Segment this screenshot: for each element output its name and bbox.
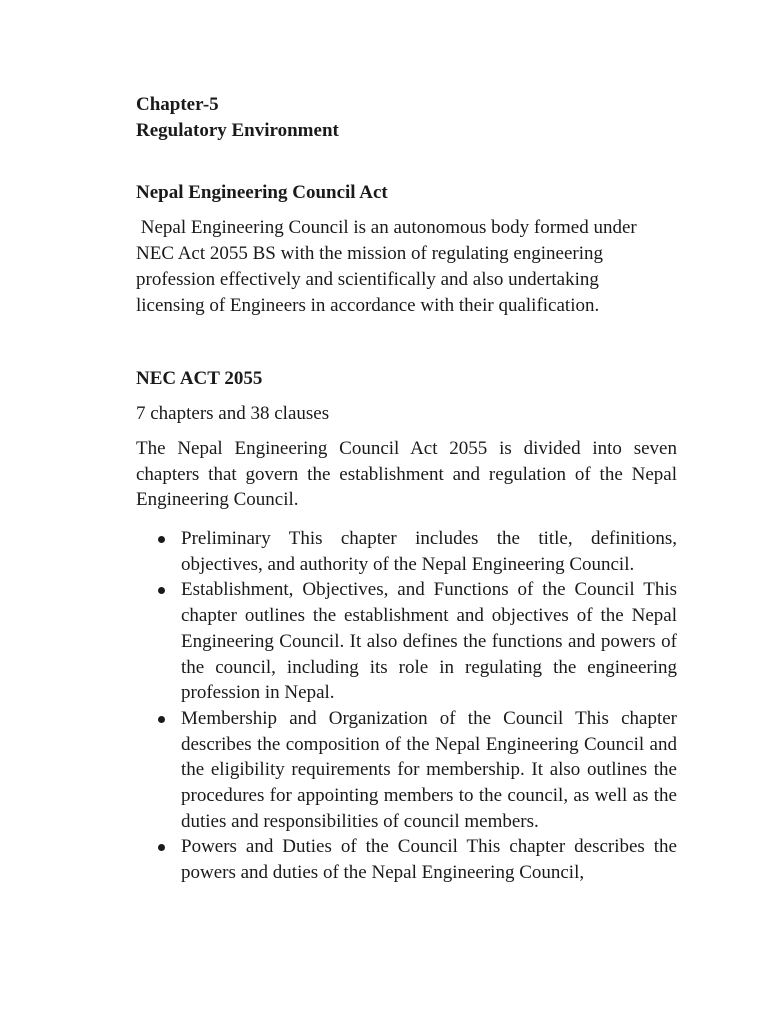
intro-line: licensing of Engineers in accordance with their qualification.: [136, 295, 600, 316]
list-item-text: Preliminary This chapter includes the title, definitions, objectives, and authority of the Nepal Engineering Council.: [181, 528, 677, 575]
bullet-icon: [158, 716, 165, 723]
list-item-text: Establishment, Objectives, and Functions of the Council This chapter outlines the establishment and objectives of the Nepal Engineering Council. It also defines the functions and powers of the council, including its role in regulating the engineering profession in Nepal.: [181, 579, 677, 704]
intro-line: NEC Act 2055 BS with the mission of regulating engineering: [136, 243, 604, 264]
bullet-icon: [158, 587, 165, 594]
chapter-heading: [136, 92, 339, 143]
list-item-text: Powers and Duties of the Council This chapter describes the powers and duties of the Nepal Engineering Council,: [181, 836, 677, 884]
chapter-clause-count: 7 chapters and 38 clauses: [136, 403, 330, 424]
intro-line: profession effectively and scientifically and also undertaking: [136, 269, 599, 290]
bullet-icon: [158, 844, 165, 851]
list-item: [136, 706, 677, 835]
list-item: [136, 526, 677, 577]
section-title-nec-act-2055: NEC ACT 2055: [136, 368, 263, 389]
intro-paragraph: [136, 215, 696, 319]
act-description-paragraph: The Nepal Engineering Council Act 2055 is divided into seven chapters that govern the establishment and regulation of the Nepal Engineering Council.: [136, 438, 677, 510]
chapter-title: Regulatory Environment: [136, 119, 339, 141]
list-item: [136, 834, 677, 885]
chapter-bullet-list: [136, 526, 677, 886]
bullet-icon: [158, 536, 165, 543]
chapter-number: Chapter-5: [136, 94, 219, 115]
intro-line: Nepal Engineering Council is an autonomous body formed under: [136, 217, 637, 238]
list-item-text: Membership and Organization of the Council This chapter describes the composition of the Nepal Engineering Council and the eligibility requirements for membership. It also outlines the procedures for appointing members to the council, as well as the duties and responsibilities of council members.: [181, 707, 677, 832]
section-title-nec-council-act: Nepal Engineering Council Act: [136, 182, 388, 203]
list-item: [136, 577, 677, 706]
